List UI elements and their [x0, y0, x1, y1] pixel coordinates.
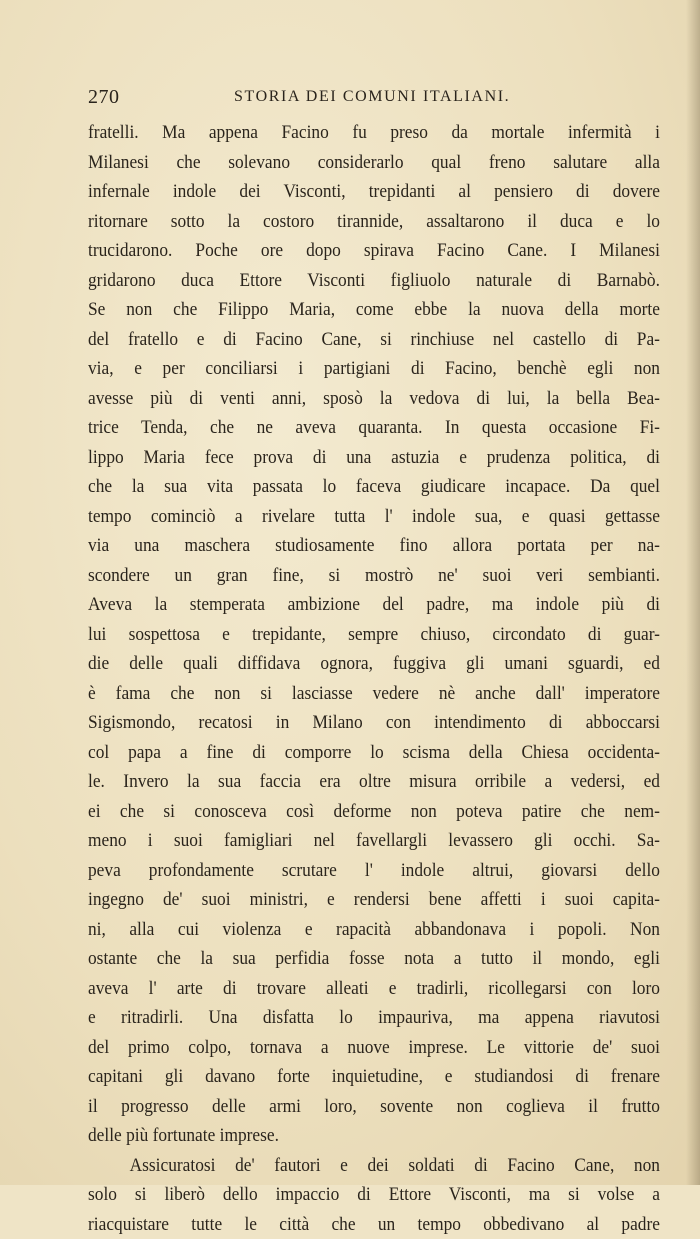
text-line: Milanesi che solevano considerarlo qual freno salutare alla: [88, 148, 660, 178]
text-line: Aveva la stemperata ambizione del padre, ma indole più di: [88, 590, 660, 620]
text-line: delle più fortunate imprese.: [88, 1121, 660, 1151]
text-line: scondere un gran fine, si mostrò ne' suoi veri sembianti.: [88, 561, 660, 591]
running-title: STORIA DEI COMUNI ITALIANI.: [234, 88, 510, 106]
text-line: Assicuratosi de' fautori e dei soldati di Facino Cane, non: [88, 1151, 660, 1181]
text-line: solo si liberò dello impaccio di Ettore Visconti, ma si volse a: [88, 1180, 660, 1210]
text-line: del primo colpo, tornava a nuove imprese. Le vittorie de' suoi: [88, 1033, 660, 1063]
text-line: ostante che la sua perfidia fosse nota a tutto il mondo, egli: [88, 944, 660, 974]
text-line: die delle quali diffidava ognora, fuggiva gli umani sguardi, ed: [88, 649, 660, 679]
text-line: infernale indole dei Visconti, trepidanti al pensiero di dovere: [88, 177, 660, 207]
text-line: col papa a fine di comporre lo scisma della Chiesa occidenta-: [88, 738, 660, 768]
text-line: fratelli. Ma appena Facino fu preso da mortale infermità i: [88, 118, 660, 148]
text-line: Sigismondo, recatosi in Milano con intendimento di abboccarsi: [88, 708, 660, 738]
text-line: tempo cominciò a rivelare tutta l' indole sua, e quasi gettasse: [88, 502, 660, 532]
text-line: capitani gli davano forte inquietudine, e studiandosi di frenare: [88, 1062, 660, 1092]
text-line: via una maschera studiosamente fino allora portata per na-: [88, 531, 660, 561]
text-line: ritornare sotto la costoro tirannide, assaltarono il duca e lo: [88, 207, 660, 237]
text-line: le. Invero la sua faccia era oltre misura orribile a vedersi, ed: [88, 767, 660, 797]
text-line: trice Tenda, che ne aveva quaranta. In questa occasione Fi-: [88, 413, 660, 443]
page-edge-shadow: [686, 0, 700, 1185]
text-line: e ritradirli. Una disfatta lo impauriva, ma appena riavutosi: [88, 1003, 660, 1033]
text-line: trucidarono. Poche ore dopo spirava Facino Cane. I Milanesi: [88, 236, 660, 266]
text-line: del fratello e di Facino Cane, si rinchiuse nel castello di Pa-: [88, 325, 660, 355]
text-line: ni, alla cui violenza e rapacità abbandonava i popoli. Non: [88, 915, 660, 945]
text-line: peva profondamente scrutare l' indole altrui, giovarsi dello: [88, 856, 660, 886]
text-line: lippo Maria fece prova di una astuzia e prudenza politica, di: [88, 443, 660, 473]
text-line: il progresso delle armi loro, sovente non coglieva il frutto: [88, 1092, 660, 1122]
body-text: [88, 118, 660, 1239]
page-number: 270: [88, 86, 120, 109]
text-line: riacquistare tutte le città che un tempo obbedivano al padre: [88, 1210, 660, 1239]
text-line: lui sospettosa e trepidante, sempre chiuso, circondato di guar-: [88, 620, 660, 650]
text-line: che la sua vita passata lo faceva giudicare incapace. Da quel: [88, 472, 660, 502]
text-line: ingegno de' suoi ministri, e rendersi bene affetti i suoi capita-: [88, 885, 660, 915]
text-line: Se non che Filippo Maria, come ebbe la nuova della morte: [88, 295, 660, 325]
text-line: è fama che non si lasciasse vedere nè anche dall' imperatore: [88, 679, 660, 709]
text-line: aveva l' arte di trovare alleati e tradirli, ricollegarsi con loro: [88, 974, 660, 1004]
text-line: meno i suoi famigliari nel favellargli levassero gli occhi. Sa-: [88, 826, 660, 856]
text-line: avesse più di venti anni, sposò la vedova di lui, la bella Bea-: [88, 384, 660, 414]
page-header: [88, 86, 658, 110]
text-line: via, e per conciliarsi i partigiani di Facino, benchè egli non: [88, 354, 660, 384]
text-line: ei che si conosceva così deforme non poteva patire che nem-: [88, 797, 660, 827]
text-line: gridarono duca Ettore Visconti figliuolo naturale di Barnabò.: [88, 266, 660, 296]
